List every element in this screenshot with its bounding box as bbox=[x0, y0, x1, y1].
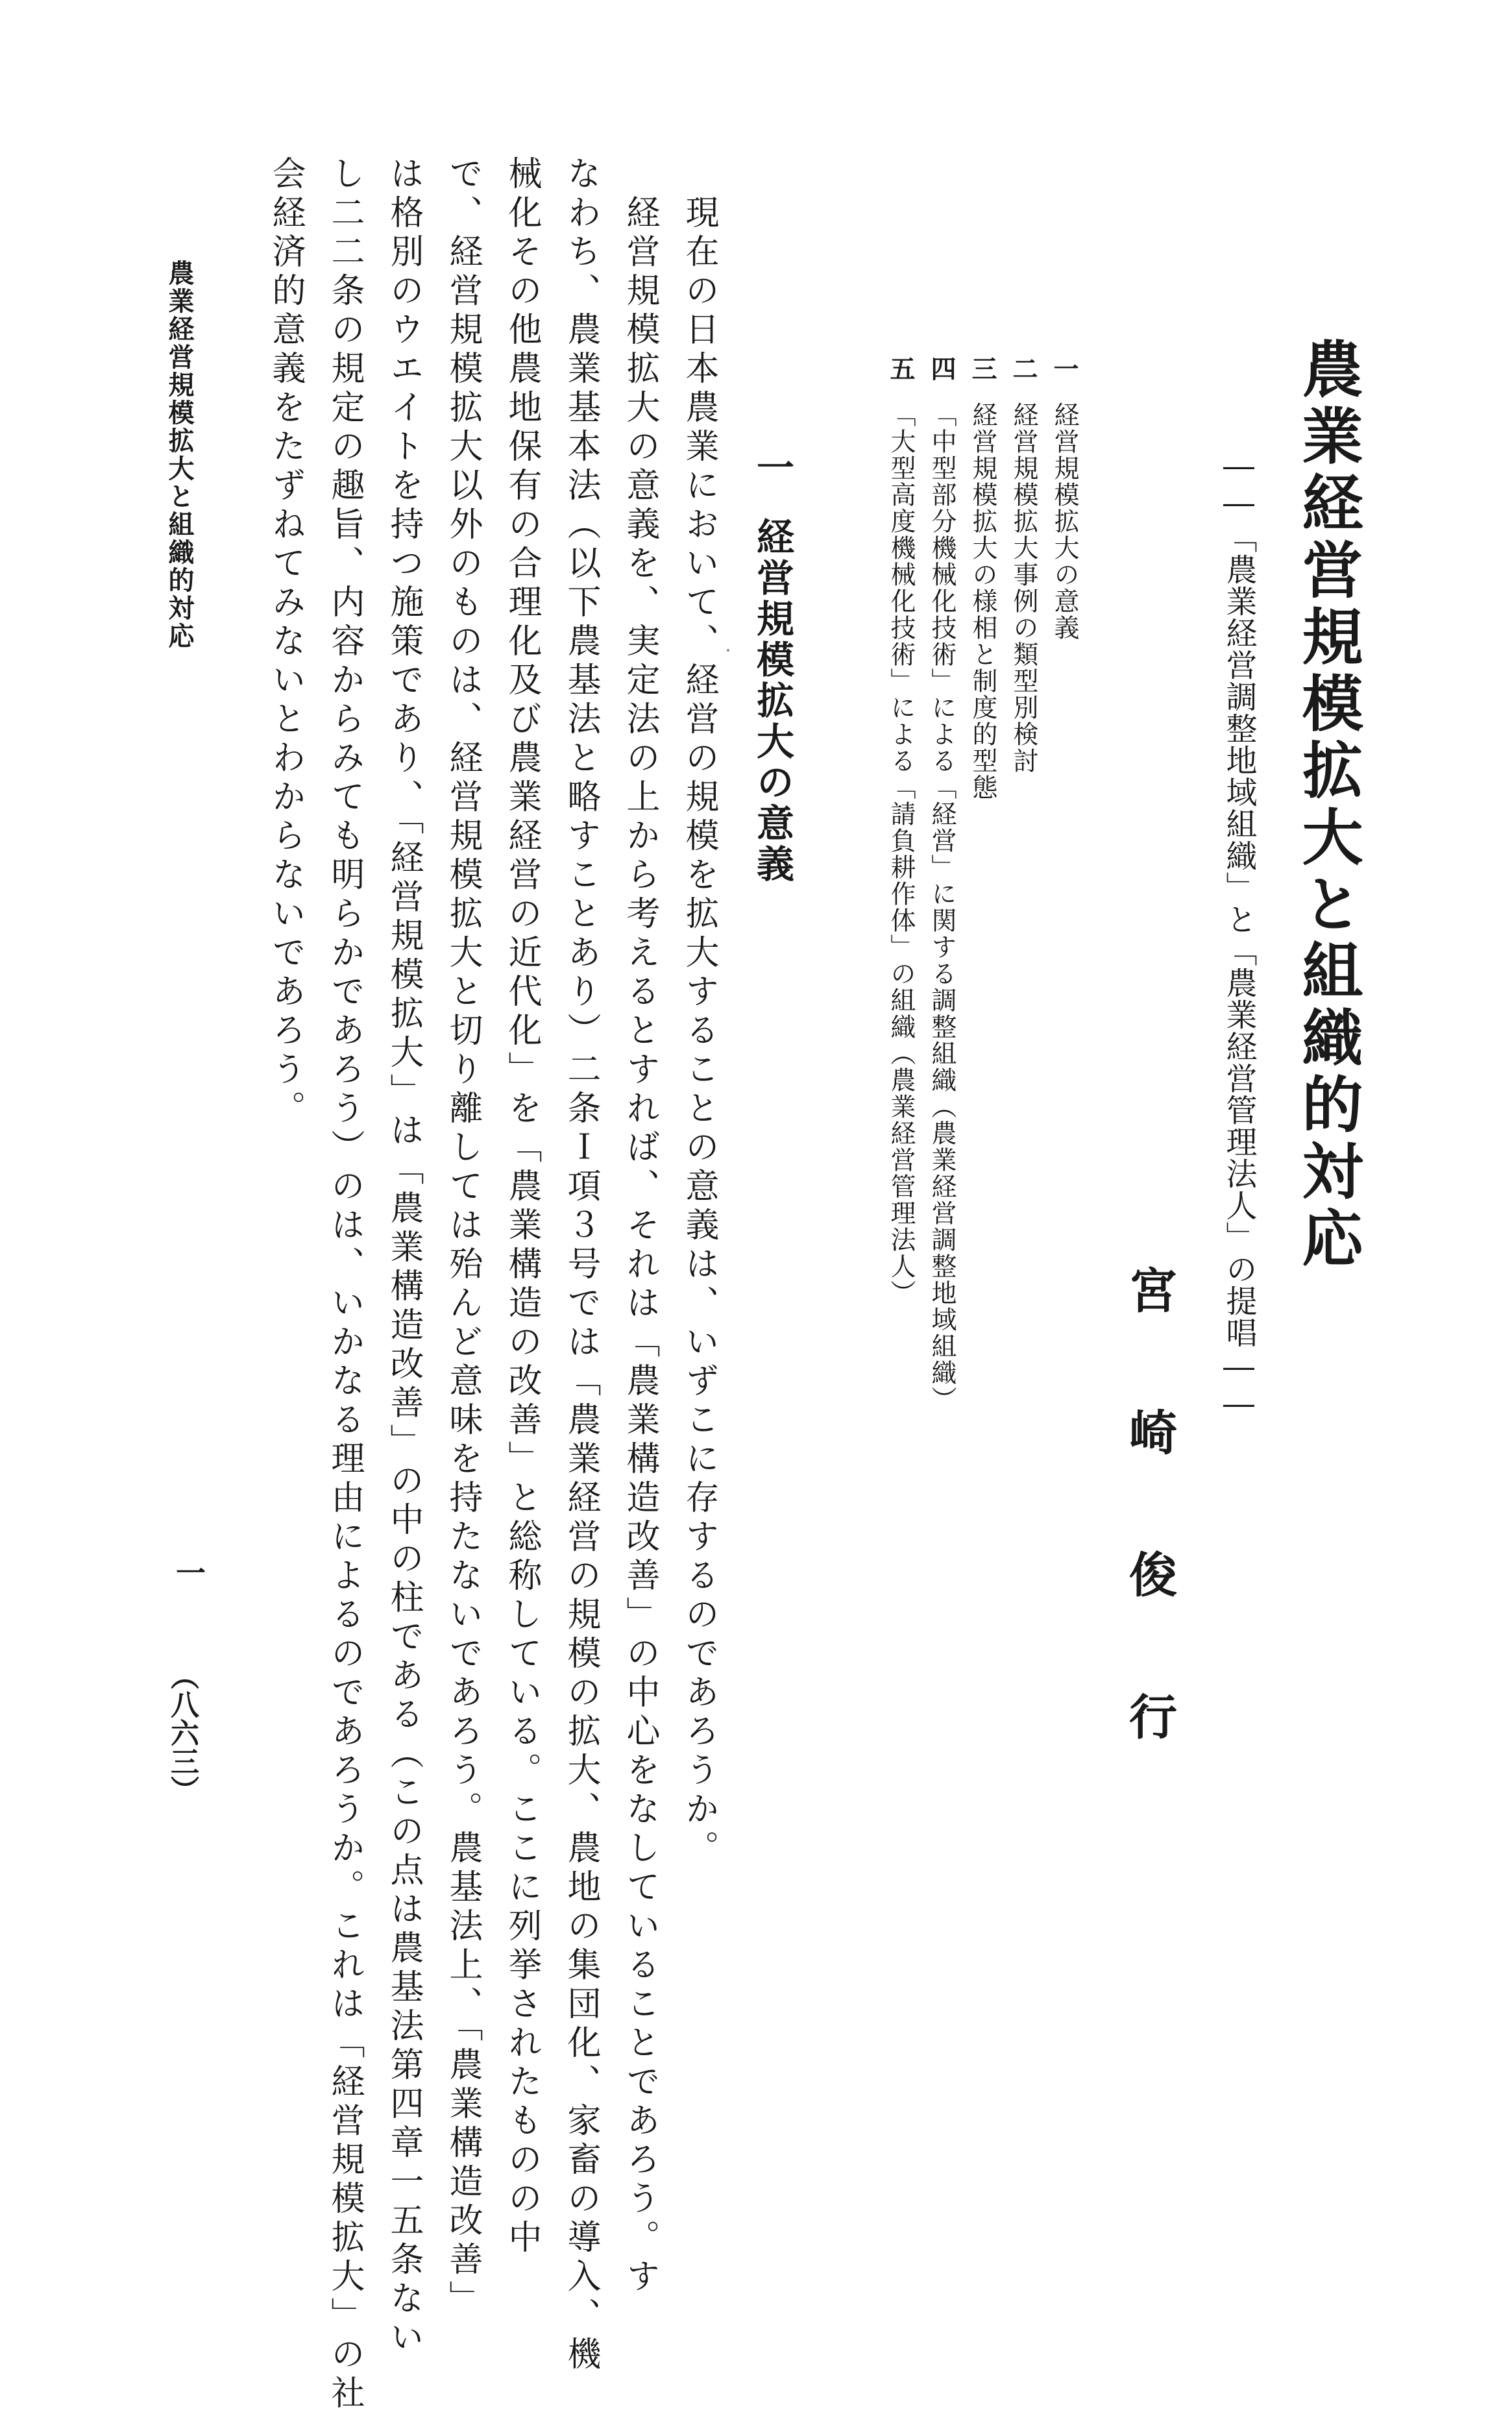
page-number: 一 bbox=[171, 1557, 206, 1587]
toc-item bbox=[964, 356, 1001, 801]
toc-item bbox=[923, 356, 960, 1413]
running-title: 農業経営規模拡大と組織的対応 bbox=[164, 260, 195, 650]
page-number-alt: （八六三） bbox=[165, 1661, 199, 1804]
body-line: 械化その他農地保有の合理化及び農業経営の近代化」を「農業構造の改善」と総称している。ここに列挙されたものの中 bbox=[502, 156, 541, 2258]
toc-item-text: 「中型部分機械化技術」による「経営」に関する調整組織（農業経営調整地域組織） bbox=[927, 402, 957, 1413]
section-heading bbox=[745, 448, 799, 885]
section-heading-text: 経営規模拡大の意義 bbox=[750, 517, 794, 885]
toc-item-number: 一 bbox=[1049, 356, 1079, 382]
author-name: 宮崎俊行 bbox=[1121, 1265, 1177, 1834]
toc-item bbox=[1005, 356, 1042, 774]
body-line: し二二条の規定の趣旨、内容からみても明らかであろう）のは、いかなる理由によるのであろうか。これは「経営規模拡大」の社 bbox=[325, 156, 364, 2414]
toc-item-text: 「大型高度機械化技術」による「請負耕作体」の組織（農業経営管理法人） bbox=[886, 402, 916, 1306]
body-line: 現在の日本農業において、経営の規模を拡大することの意義は、いずこに存するのであろうか。 bbox=[679, 195, 718, 1869]
toc-item-text: 経営規模拡大の様相と制度的型態 bbox=[968, 402, 997, 801]
toc-item bbox=[883, 356, 919, 1306]
body-line: 会経済的意義をたずねてみないとわからないであろう。 bbox=[266, 156, 305, 1129]
body-line: で、経営規模拡大以外のものは、経営規模拡大と切り離しては殆んど意味を持たないであろう。農基法上、「農業構造改善」 bbox=[443, 156, 482, 2319]
toc-item-number: 三 bbox=[968, 356, 997, 382]
toc-item-number: 二 bbox=[1008, 356, 1038, 382]
toc-item-number: 四 bbox=[927, 356, 957, 382]
article-subtitle: ――「農業経営調整地域組織」と「農業経営管理法人」の提唱―― bbox=[1221, 448, 1257, 1422]
toc-item-text: 経営規模拡大事例の類型別検討 bbox=[1009, 402, 1038, 774]
toc-item-text: 経営規模拡大の意義 bbox=[1050, 402, 1079, 641]
body-line: なわち、農業基本法（以下農基法と略すことあり）二条Ｉ項３号では「農業経営の規模の拡大、農地の集団化、家畜の導入、機 bbox=[561, 156, 600, 2375]
stray-mark bbox=[727, 649, 729, 652]
toc-item-number: 五 bbox=[886, 356, 916, 382]
toc-item bbox=[1046, 356, 1082, 641]
article-title: 農業経営規模拡大と組織的対応 bbox=[1291, 337, 1363, 1273]
body-line: は格別のウエイトを持つ施策であり、「経営規模拡大」は「農業構造改善」の中の柱である（この点は農基法第四章一五条ない bbox=[384, 156, 423, 2358]
body-line: 経営規模拡大の意義を、実定法の上から考えるとすれば、それは「農業構造改善」の中心をなしていることであろう。す bbox=[620, 195, 659, 2297]
section-number: 一 bbox=[750, 448, 794, 489]
